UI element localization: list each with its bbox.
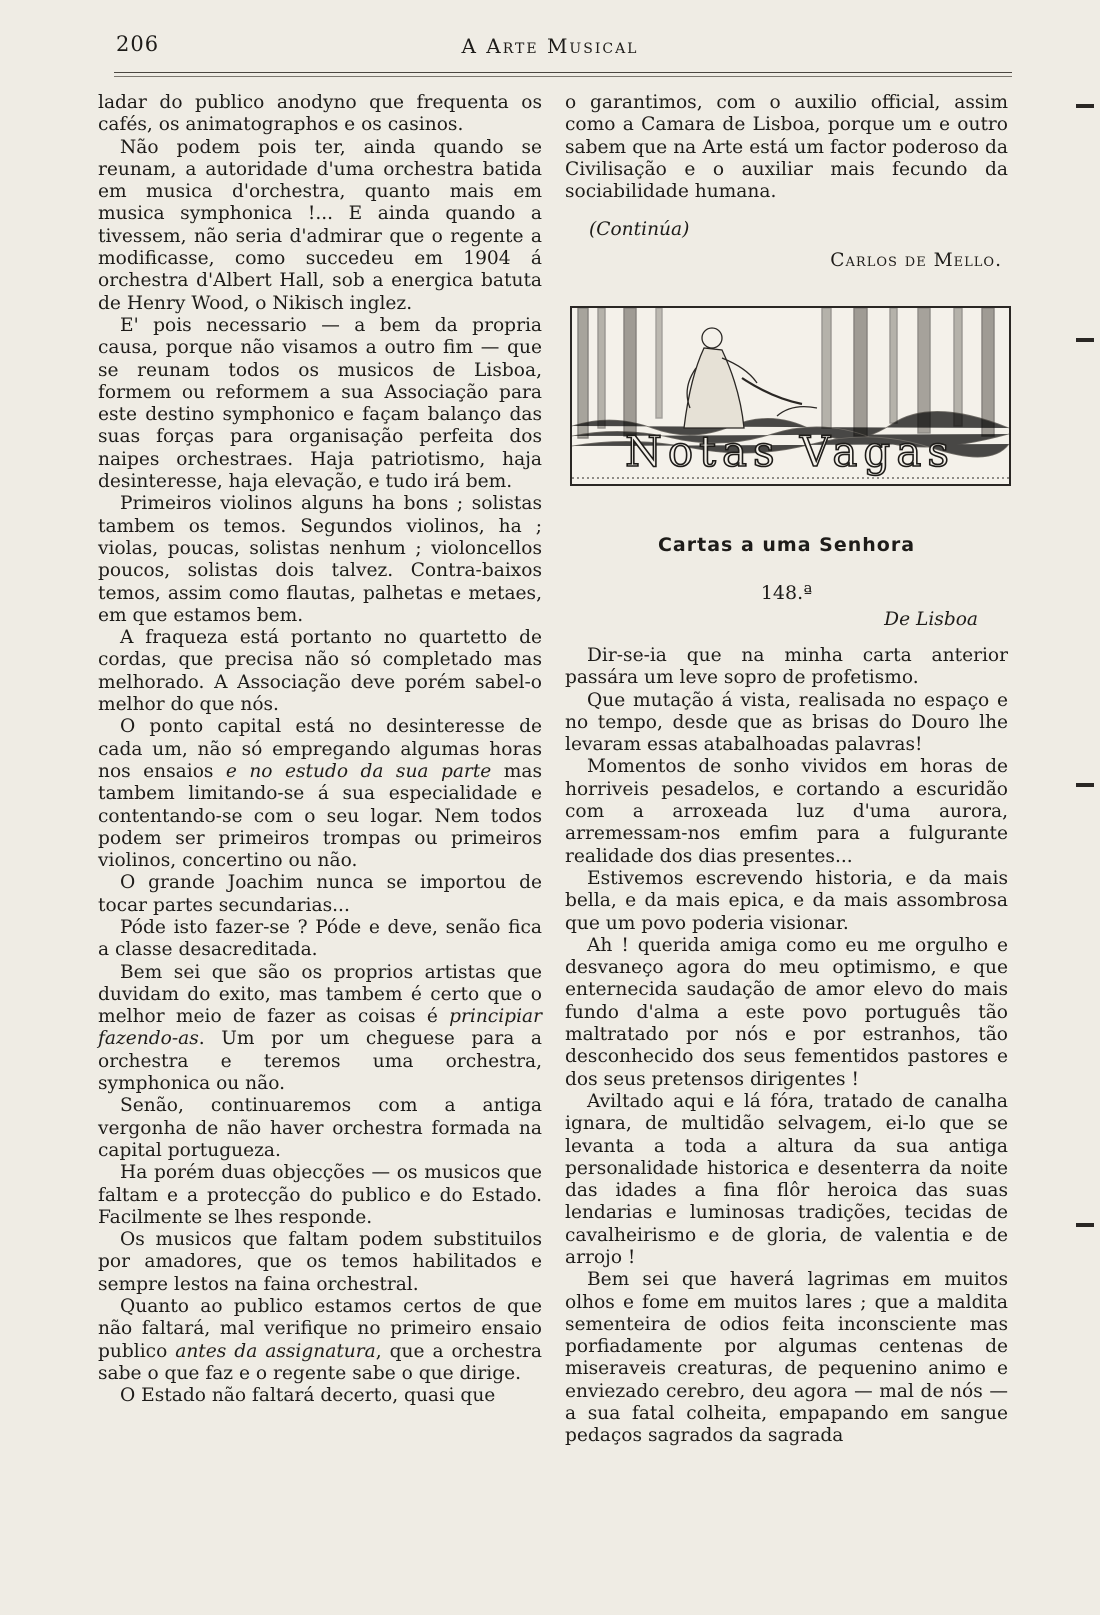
header-rule (114, 72, 1012, 73)
paragraph: Senão, continuaremos com a antiga vergonha de não haver orchestra formada na capital portugueza. (98, 1095, 542, 1161)
paragraph: Os musicos que faltam podem substituilos por amadores, que os temos habilitados e sempre lestos na faina orchestral. (98, 1229, 542, 1295)
paragraph: Estivemos escrevendo historia, e da mais bella, e da mais epica, e da mais assombrosa que um povo poderia visionar. (565, 867, 1008, 934)
section-title: Cartas a uma Senhora (657, 534, 916, 557)
paragraph: Aviltado aqui e lá fóra, tratado de canalha ignara, de multidão selvagem, ei-lo que se levanta a toda a altura da sua antiga personalidade historica e desenterra da noite das idades a fina flôr heroica das suas lendarias e luminosas tradições, tecidas de cavalheirismo e de gloria, de valentia e de arrojo ! (565, 1090, 1008, 1268)
paragraph: Bem sei que haverá lagrimas em muitos olhos e fome em muitos lares ; que a maldita sementeira de odios feita inconsciente mas porfiadamente por algumas centenas de miseraveis creaturas, de pequenino animo e enviezado cerebro, deu agora — mal de nós — a sua fatal colheita, empapando em sangue pedaços sagrados da sagrada (565, 1269, 1008, 1447)
paragraph (98, 962, 542, 1096)
paragraph: Primeiros violinos alguns ha bons ; solistas tambem os temos. Segundos violinos, ha ; violas, poucas, solistas nenhum ; violoncellos poucos, solistas dois talvez. Contra-baixos temos, assim como flautas, palhetas e metaes, em que estamos bem. (98, 493, 542, 626)
text-run: mas tambem limitando-se á sua especialidade e contentando-se com o seu logar. Nem todos podem ser primeiros trompas ou primeiros violinos, concertino ou não. (98, 760, 542, 872)
vignette-title: Notas Vagas (625, 427, 955, 477)
text-run: Quanto ao publico estamos certos de que não faltará, mal verifique no primeiro ensaio publico (98, 1296, 542, 1362)
journal-title: A Arte Musical (461, 34, 639, 58)
continua-note: (Continúa) (589, 219, 690, 241)
text-run: Bem sei que são os proprios artistas que duvidam do exito, mas tambem é certo que o melhor meio de fazer as coisas é (98, 961, 542, 1028)
edge-mark (1076, 783, 1094, 787)
letter-number: 148.ª (760, 582, 813, 605)
header-rule-secondary (114, 76, 1012, 77)
italic-phrase: antes da assignatura (175, 1340, 376, 1362)
paragraph: Ah ! querida amiga como eu me orgulho e desvaneço agora do meu optimismo, e que enternecida saudação de amor elevo do mais fundo d'alma a este povo português tão maltratado por nós e por estranhos, tão desconhecido dos seus fementidos pastores e dos seus pretensos dirigentes ! (565, 934, 1008, 1090)
paragraph: Póde isto fazer-se ? Póde e deve, senão fica a classe desacreditada. (98, 916, 542, 961)
paragraph (98, 1296, 542, 1385)
text-run: . Um por um cheguese para a orchestra e teremos uma orchestra, symphonica ou não. (98, 1028, 542, 1095)
paragraph: Que mutação á vista, realisada no espaço e no tempo, desde que as brisas do Douro lhe levaram essas atabalhoadas palavras! (565, 689, 1008, 756)
notas-vagas-vignette (570, 306, 1011, 486)
paragraph (98, 716, 542, 872)
left-column (98, 92, 542, 1408)
paragraph: Não podem pois ter, ainda quando se reunam, a autoridade d'uma orchestra batida em musica d'orchestra, quanto mais em musica symphonica !... E ainda quando a tivessem, não seria d'admirar que o regente a modificasse, como succedeu em 1904 á orchestra d'Albert Hall, sob a energica batuta de Henry Wood, o Nikisch inglez. (98, 136, 542, 314)
author-signature: Carlos de Mello. (830, 249, 1002, 271)
paragraph: E' pois necessario — a bem da propria causa, porque não visamos a outro fim — que se reunam todos os musicos de Lisboa, formem ou reformem a sua Associação para este destino symphonico e façam balanço das suas forças para organisação perfeita dos naipes orchestraes. Haja patriotismo, haja desinteresse, haja elevação, e tudo irá bem. (98, 314, 542, 493)
paragraph: Ha porém duas objecções — os musicos que faltam e a protecção do publico e do Estado. Facilmente se lhes responde. (98, 1162, 542, 1228)
paragraph: O grande Joachim nunca se importou de tocar partes secundarias... (98, 872, 542, 916)
text-run: O ponto capital está no desinteresse de cada um, não só empregando algumas horas nos ensaios (98, 716, 542, 782)
paragraph: O Estado não faltará decerto, quasi que (120, 1385, 496, 1407)
paragraph: Momentos de sonho vividos em horas de horriveis pesadelos, e cortando a escuridão com a arroxeada luz d'uma aurora, arremessam-nos emfim para a fulgurante realidade dos dias presentes... (565, 756, 1008, 867)
edge-mark (1076, 1223, 1094, 1227)
page-number: 206 (116, 32, 160, 56)
letter-place: De Lisboa (884, 608, 978, 630)
paragraph-continuation: o garantimos, com o auxilio official, assim como a Camara de Lisboa, porque um e outro sabem que na Arte está um factor poderoso da Civilisação e o auxiliar mais fecundo da sociabilidade humana. (565, 92, 1008, 203)
paragraph: Dir-se-ia que na minha carta anterior passára um leve sopro de profetismo. (565, 644, 1008, 689)
italic-phrase: e no estudo da sua parte (225, 760, 492, 782)
paragraph: ladar do publico anodyno que frequenta os cafés, os animatographos e os casinos. (98, 92, 542, 136)
paragraph: A fraqueza está portanto no quartetto de cordas, que precisa não só completado mas melhorado. A Associação deve porém sabel-o melhor do que nós. (98, 627, 542, 716)
right-column (565, 92, 1008, 1448)
edge-mark (1076, 104, 1094, 108)
vignette-illustration (572, 308, 1009, 484)
text-run: , que a orchestra sabe o que faz e o regente sabe o que dirige. (98, 1340, 542, 1384)
running-head (112, 28, 988, 64)
edge-mark (1076, 338, 1094, 342)
italic-phrase: principiar fazendo-as (98, 1006, 542, 1050)
